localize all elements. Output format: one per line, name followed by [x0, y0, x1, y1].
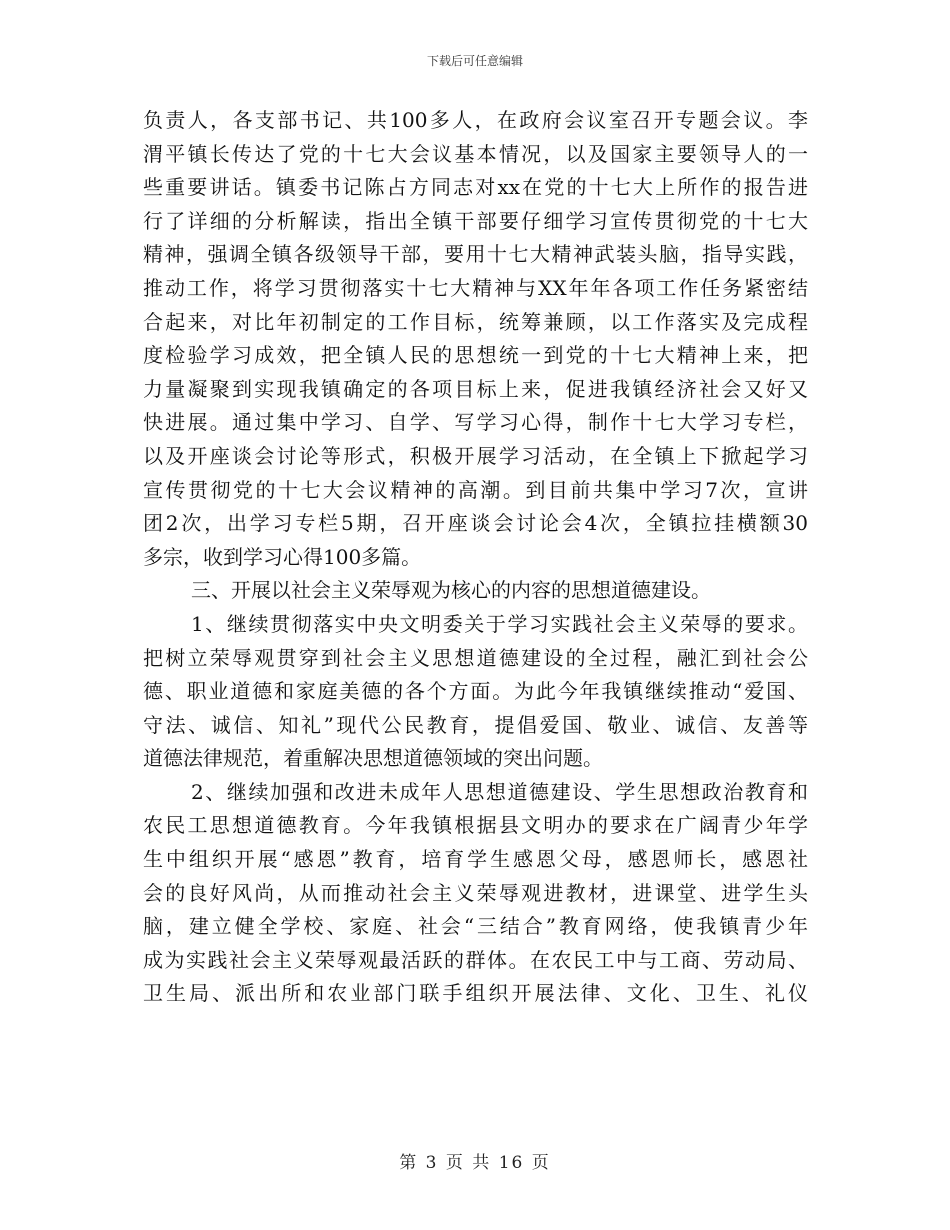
page-header: 下载后可任意编辑 — [426, 54, 523, 68]
page-number-footer: 第 3 页 共 16 页 — [399, 1153, 551, 1173]
text-line: 团2次，出学习专栏5期，召开座谈会讨论会4次，全镇拉挂横额30 — [143, 511, 808, 536]
text-line: 多宗，收到学习心得100多篇。 — [143, 544, 422, 569]
text-line: 渭平镇长传达了党的十七大会议基本情况，以及国家主要领导人的一 — [143, 141, 808, 166]
text-line: 把树立荣辱观贯穿到社会主义思想道德建设的全过程，融汇到社会公 — [143, 645, 808, 670]
text-line: 推动工作，将学习贯彻落实十七大精神与XX年年各项工作任务紧密结 — [143, 275, 808, 300]
text-line: 农民工思想道德教育。今年我镇根据县文明办的要求在广阔青少年学 — [143, 813, 808, 838]
text-line: 德、职业道德和家庭美德的各个方面。为此今年我镇继续推动“爱国、 — [143, 679, 808, 704]
text-line: 合起来，对比年初制定的工作目标，统筹兼顾，以工作落实及完成程 — [143, 309, 808, 334]
text-line: 负责人，各支部书记、共100多人，在政府会议室召开专题会议。李 — [143, 108, 808, 132]
text-line: 1、继续贯彻落实中央文明委关于学习实践社会主义荣辱的要求。 — [191, 611, 808, 636]
text-line: 以及开座谈会讨论等形式，积极开展学习活动，在全镇上下掀起学习 — [143, 443, 808, 468]
text-line: 力量凝聚到实现我镇确定的各项目标上来，促进我镇经济社会又好又 — [143, 376, 808, 401]
text-line: 宣传贯彻党的十七大会议精神的高潮。到目前共集中学习7次，宣讲 — [143, 477, 808, 502]
document-body — [143, 104, 808, 1011]
text-line: 道德法律规范，着重解决思想道德领域的突出问题。 — [143, 746, 603, 771]
text-line: 度检验学习成效，把全镇人民的思想统一到党的十七大精神上来，把 — [143, 343, 808, 368]
text-line: 守法、诚信、知礼”现代公民教育，提倡爱国、敬业、诚信、友善等 — [143, 712, 808, 737]
text-line: 快进展。通过集中学习、自学、写学习心得，制作十七大学习专栏， — [143, 410, 808, 435]
text-line: 三、开展以社会主义荣辱观为核心的内容的思想道德建设。 — [191, 578, 711, 603]
text-line: 些重要讲话。镇委书记陈占方同志对xx在党的十七大上所作的报告进 — [143, 175, 808, 200]
text-line: 2、继续加强和改进未成年人思想道德建设、学生思想政治教育和 — [191, 779, 808, 804]
text-line: 生中组织开展“感恩”教育，培育学生感恩父母，感恩师长，感恩社 — [143, 847, 808, 872]
text-line: 成为实践社会主义荣辱观最活跃的群体。在农民工中与工商、劳动局、 — [143, 947, 808, 972]
text-line: 卫生局、派出所和农业部门联手组织开展法律、文化、卫生、礼仪 — [143, 981, 808, 1006]
text-line: 行了详细的分析解读，指出全镇干部要仔细学习宣传贯彻党的十七大 — [143, 208, 808, 233]
text-line: 脑，建立健全学校、家庭、社会“三结合”教育网络，使我镇青少年 — [143, 914, 808, 939]
text-line: 会的良好风尚，从而推动社会主义荣辱观进教材，进课堂、进学生头 — [143, 880, 808, 905]
text-line: 精神，强调全镇各级领导干部，要用十七大精神武装头脑，指导实践， — [143, 242, 808, 267]
